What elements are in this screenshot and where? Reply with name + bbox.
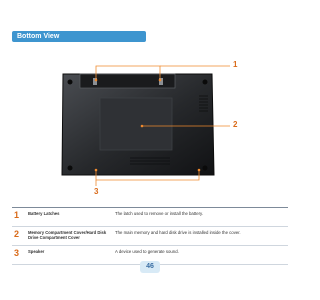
page-number: 46	[146, 263, 154, 270]
callout-1: 1	[233, 60, 238, 69]
rubber-foot	[68, 166, 73, 171]
rubber-foot	[68, 80, 73, 85]
rubber-foot	[203, 166, 208, 171]
row-number: 2	[14, 229, 20, 239]
row-term: Speaker	[28, 249, 45, 254]
page-number-badge	[140, 261, 160, 273]
callout-3: 3	[94, 187, 99, 196]
row-description: The latch used to remove or install the battery.	[115, 211, 204, 216]
row-description: A device used to generate sound.	[115, 249, 179, 254]
table-row	[12, 227, 288, 246]
row-description: The main memory and hard disk drive is installed inside the cover.	[115, 230, 241, 235]
row-number: 3	[14, 248, 20, 258]
row-number: 1	[14, 210, 20, 220]
compartment-cover	[100, 98, 172, 150]
row-term: Memory Compartment Cover/Hard Disk Drive Compartment Cover	[28, 230, 107, 240]
row-term: Battery Latches	[28, 211, 60, 216]
rubber-foot	[203, 80, 208, 85]
table-row	[12, 207, 288, 227]
section-title: Bottom View	[17, 33, 60, 40]
parts-table	[12, 207, 288, 265]
callout-2: 2	[233, 120, 238, 129]
